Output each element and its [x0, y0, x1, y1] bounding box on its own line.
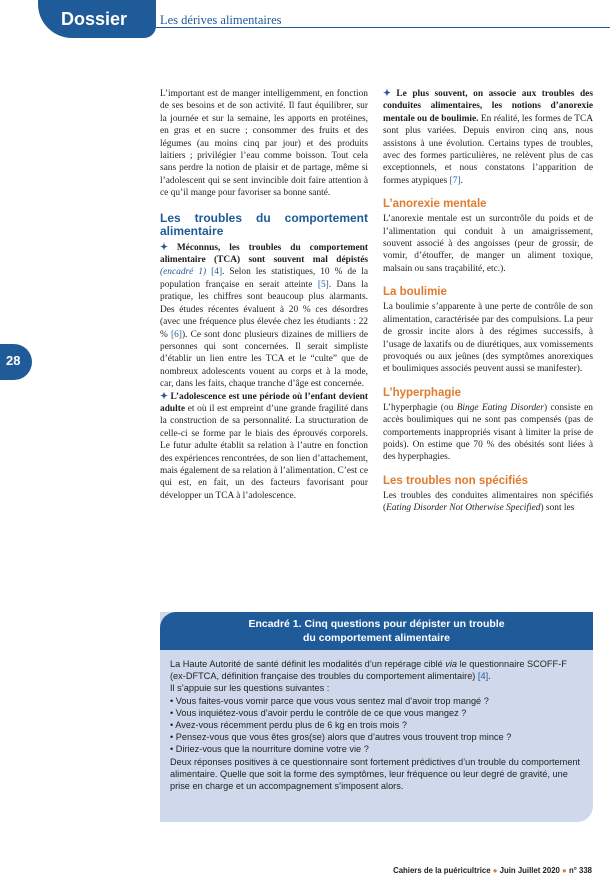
footer-separator: ●	[562, 866, 567, 875]
intro-via: via	[445, 659, 458, 669]
footer-journal: Cahiers de la puéricultrice	[393, 866, 491, 875]
encadre-box	[160, 612, 593, 822]
ref-4[interactable]: [4]	[211, 267, 223, 278]
heading-anorexie: L’anorexie mentale	[383, 198, 487, 211]
encadre-title-line2: du comportement alimentaire	[302, 632, 451, 644]
left-column	[160, 88, 368, 502]
ref-6[interactable]: [6]	[171, 329, 182, 340]
intro-paragraph: L’important est de manger intelligemment, en fonction de ses besoins et de son activité. Il faut équilibrer, sur la journée et sur la semaine, les apports en protéines, en gras et en sucre ; consommer des fruits et des légumes (au moins cinq par jour) et des produits laitiers ; privilégier l’eau comme boisson. Tout cela sans perdre la notion de plaisir et de partage, même si l’adolescent qui se sent invincible doit faire attention à ce qu’il mange pour favoriser sa bonne santé.	[160, 89, 368, 199]
encadre-title	[160, 612, 593, 650]
encadre-lead: Il s’appuie sur les questions suivantes :	[170, 683, 330, 694]
hyper-text-a: L’hyperphagie (ou	[383, 402, 457, 413]
encadre-intro: La Haute Autorité de santé définit les modalités d’un repérage ciblé via le questionnaire SCOFF-F (ex-DFTCA, définition française des troubles du comportement alimentaire) [4].	[170, 659, 567, 682]
heading-nonspecifies: Les troubles non spécifiés	[383, 474, 529, 487]
bullet-icon: ✦	[383, 89, 397, 99]
heading-tca: Les troubles du comportement alimentaire	[160, 210, 368, 238]
heading-boulimie: La boulimie	[383, 286, 447, 299]
hyper-term: Binge Eating Disorder	[456, 402, 544, 413]
intro-text-b: le questionnaire SCOFF-F (ex-DFTCA, définition française des troubles du comportement alimentaire)	[170, 659, 567, 682]
question-list	[170, 695, 585, 756]
question-item: • Diriez-vous que la nourriture domine votre vie ?	[170, 743, 585, 755]
adolescence-lead: L’adolescence est une période où l’enfant devient adulte	[160, 391, 368, 414]
section-label: Dossier	[61, 9, 128, 29]
forms-text: En réalité, les formes de TCA sont plus variées. Depuis environ cinq ans, nous assistons à une évolution. Certains types de troubles, avec des formes particulières, ne relèvent plus de cas exceptionnels, et nous constatons l’apparition de formes atypiques	[383, 113, 593, 186]
tca-paragraph	[160, 242, 368, 391]
question-item: • Vous faites-vous vomir parce que vous vous sentez mal d’avoir trop mangé ?	[170, 695, 585, 707]
section-subtitle: Les dérives alimentaires	[160, 13, 282, 27]
hyperphagie-paragraph	[383, 402, 593, 464]
question-item: • Pensez-vous que vous êtes gros(se) alors que d’autres vous trouvent trop mince ?	[170, 731, 585, 743]
tca-text-c: ). Ce sont donc plusieurs dizaines de milliers de personnes qui sont concernées. Il serait simpliste d’établir un lien entre les TCA et le “culte” que de nombreux adolescents vouent au corps et à la mode, car, dans les faits, chaque tranche d’âge est concernée.	[160, 329, 369, 390]
tca-lead: Méconnus, les troubles du comportement alimentaire (TCA) sont souvent mal dépistés	[160, 242, 368, 266]
forms-lead: Le plus souvent, on associe aux troubles des conduites alimentaires, les notions d’anorexie mentale ou de boulimie.	[383, 89, 593, 124]
nonspec-term: Eating Disorder Not Otherwise Specified	[386, 503, 541, 514]
boulimie-paragraph: La boulimie s’apparente à une perte de contrôle de son alimentation, caractérisée par des compulsions. La peur de grossir incite alors à des régimes successifs, à l’usage de laxatifs ou de diurétiques, aux vomissements provoqués ou aux jeûnes (des symptômes anorexiques et boulimiques associés peuvent aussi se manifester).	[383, 302, 593, 375]
nonspec-text-b: ) sont les	[540, 503, 575, 514]
bullet-icon: ✦	[160, 391, 171, 402]
ref-5[interactable]: [5]	[317, 279, 329, 290]
encadre-title-line1: Encadré 1. Cinq questions pour dépister un trouble	[248, 618, 505, 630]
intro-text-a: La Haute Autorité de santé définit les modalités d’un repérage ciblé	[170, 659, 446, 669]
page-number: 28	[6, 353, 21, 368]
forms-paragraph: ✦ Le plus souvent, on associe aux troubles des conduites alimentaires, les notions d’anorexie mentale ou de boulimie. En réalité, les formes de TCA sont plus variées. Depuis environ cinq ans, nous assistons à une évolution. Certains types de troubles, avec des formes particulières, ne relèvent plus de cas exceptionnels, et nous constatons l’apparition de formes atypiques [7].	[383, 89, 593, 186]
tca-text-a: . Selon les statistiques, 10 % de la population française en serait atteinte	[160, 267, 368, 290]
nonspec-paragraph	[383, 490, 593, 515]
adolescence-text: et où il est empreint d’une grande fragilité dans la construction de sa personnalité. La structuration de celle-ci se forme par le biais des éprouvés corporels. Le futur adulte établit sa relation à l’autre en fonction des expériences rencontrées, de son lien d’attachement, mais également de sa relation à l’alimentation. C’est ce qui est, en fait, un des facteurs favorisant pour développer un TCA à l’adolescence.	[160, 403, 368, 501]
question-item: • Avez-vous récemment perdu plus de 6 kg en trois mois ?	[170, 719, 585, 731]
footer-separator: ●	[492, 866, 498, 875]
section-tab	[38, 0, 156, 38]
ref-7[interactable]: [7]	[449, 175, 461, 186]
heading-hyperphagie: L’hyperphagie	[383, 386, 461, 399]
encadre-ref[interactable]: (encadré 1)	[160, 267, 207, 278]
page-footer	[393, 866, 592, 875]
bullet-icon: ✦	[160, 242, 177, 253]
anorexie-paragraph: L’anorexie mentale est un surcontrôle du poids et de l’alimentation qui conduit à un amaigrissement, souvent associé à des angoisses (peur de grossir, de vomir, d’étouffer, de manger un aliment toxique, malsain ou sans traçabilité, etc.).	[383, 214, 593, 274]
encadre-conclusion: Deux réponses positives à ce questionnaire sont fortement prédictives d’un trouble du comportement alimentaire. Quelle que soit la forme des symptômes, leur fréquence ou leur degré de gravité, une prise en charge et un accompagnement s’imposent alors.	[170, 756, 581, 792]
page-number-tab	[0, 344, 32, 380]
ref-4-box[interactable]: [4]	[477, 671, 489, 682]
nonspec-text-a: Les troubles des conduites alimentaires non spécifiés (	[383, 490, 593, 514]
footer-issue: Juin Juillet 2020	[499, 866, 560, 875]
question-item: • Vous inquiétez-vous d’avoir perdu le contrôle de ce que vous mangez ?	[170, 707, 585, 719]
encadre-body	[170, 658, 585, 792]
hyper-text-b: ) consiste en accès boulimiques qui ne sont pas compensés (pas de comportements inappropriés visant à limiter la prise de poids). On estime que 70 % des obésités sont liées à des hyperphagies.	[383, 402, 593, 463]
right-column	[383, 88, 593, 515]
tca-text-b: . Dans la pratique, les chiffres sont beaucoup plus alarmants. Des études récentes évaluent à 20 % ces désordres (avec une fréquence plus élevée chez les étudiants : 22 %	[160, 279, 368, 340]
footer-number: n° 338	[568, 866, 592, 875]
adolescence-paragraph	[160, 391, 368, 503]
